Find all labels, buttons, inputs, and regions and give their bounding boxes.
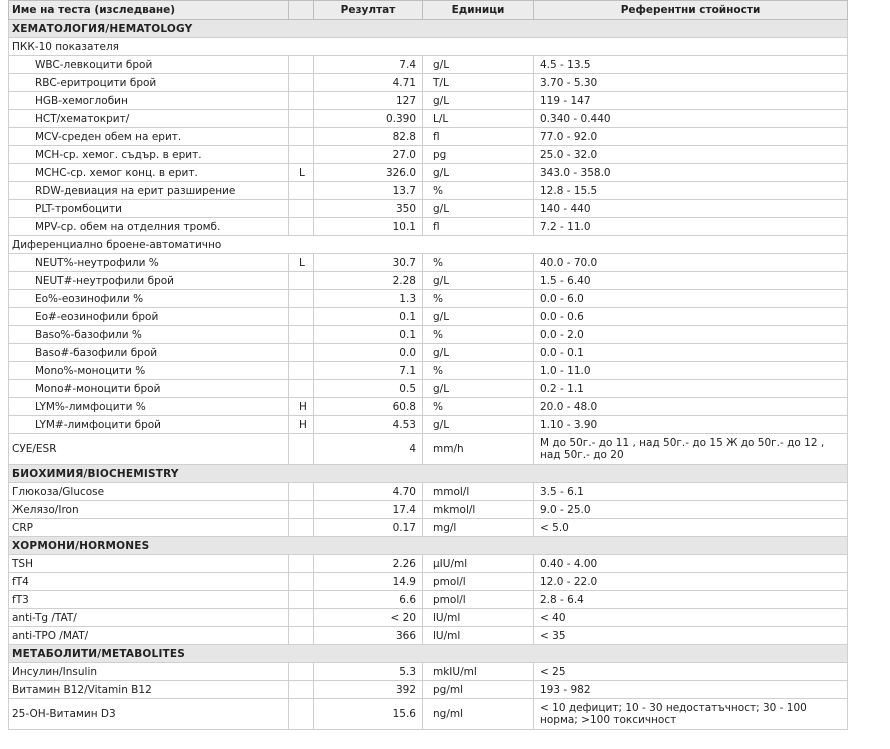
reference-range: 0.340 - 0.440 [534, 110, 848, 128]
result-value: 4.71 [314, 74, 423, 92]
table-row [9, 609, 848, 627]
result-value: 0.0 [314, 344, 423, 362]
test-name: NEUT#-неутрофили брой [9, 272, 289, 290]
reference-range: М до 50г.- до 11 , над 50г.- до 15 Ж до 50г.- до 12 , над 50г.- до 20 [534, 434, 848, 465]
column-header-units: Единици [423, 1, 534, 20]
reference-range: 0.0 - 0.1 [534, 344, 848, 362]
test-name: CRP [9, 519, 289, 537]
test-name: MCHC-ср. хемог конц. в ерит. [9, 164, 289, 182]
table-row [9, 591, 848, 609]
table-row [9, 663, 848, 681]
column-header-test-name: Име на теста (изследване) [9, 1, 289, 20]
table-row [9, 344, 848, 362]
test-name: fT4 [9, 573, 289, 591]
result-units: g/L [423, 92, 534, 110]
table-row [9, 398, 848, 416]
result-flag [289, 483, 314, 501]
result-units: mm/h [423, 434, 534, 465]
result-value: < 20 [314, 609, 423, 627]
result-value: 30.7 [314, 254, 423, 272]
reference-range: 4.5 - 13.5 [534, 56, 848, 74]
reference-range: 77.0 - 92.0 [534, 128, 848, 146]
result-flag [289, 146, 314, 164]
reference-range: 0.0 - 2.0 [534, 326, 848, 344]
test-name: RBC-еритроцити брой [9, 74, 289, 92]
test-name: MCV-среден обем на ерит. [9, 128, 289, 146]
reference-range: 1.0 - 11.0 [534, 362, 848, 380]
result-flag [289, 663, 314, 681]
result-value: 0.1 [314, 326, 423, 344]
result-units: T/L [423, 74, 534, 92]
result-flag [289, 326, 314, 344]
test-name: Eo%-еозинофили % [9, 290, 289, 308]
result-value: 10.1 [314, 218, 423, 236]
results-body [9, 20, 848, 730]
result-value: 326.0 [314, 164, 423, 182]
result-flag [289, 308, 314, 326]
subgroup-label: ПКК-10 показателя [9, 38, 848, 56]
result-units: g/L [423, 272, 534, 290]
result-value: 350 [314, 200, 423, 218]
result-units: g/L [423, 308, 534, 326]
section-header-row [9, 537, 848, 555]
result-flag [289, 200, 314, 218]
result-flag [289, 609, 314, 627]
reference-range: 7.2 - 11.0 [534, 218, 848, 236]
result-units: % [423, 182, 534, 200]
result-value: 13.7 [314, 182, 423, 200]
test-name: Инсулин/Insulin [9, 663, 289, 681]
table-row [9, 218, 848, 236]
test-name: Витамин B12/Vitamin B12 [9, 681, 289, 699]
reference-range: 12.8 - 15.5 [534, 182, 848, 200]
test-name: MPV-ср. обем на отделния тромб. [9, 218, 289, 236]
reference-range: 0.2 - 1.1 [534, 380, 848, 398]
test-name: Baso%-базофили % [9, 326, 289, 344]
test-name: Eo#-еозинофили брой [9, 308, 289, 326]
result-units: g/L [423, 344, 534, 362]
test-name: 25-OH-Витамин D3 [9, 699, 289, 730]
result-flag [289, 218, 314, 236]
result-units: g/L [423, 56, 534, 74]
result-units: µIU/ml [423, 555, 534, 573]
result-value: 82.8 [314, 128, 423, 146]
table-row [9, 290, 848, 308]
table-header-row [9, 1, 848, 20]
reference-range: 3.5 - 6.1 [534, 483, 848, 501]
reference-range: 40.0 - 70.0 [534, 254, 848, 272]
result-flag [289, 519, 314, 537]
result-flag [289, 573, 314, 591]
test-name: anti-TPO /MAT/ [9, 627, 289, 645]
result-flag: L [289, 164, 314, 182]
test-name: TSH [9, 555, 289, 573]
result-units: g/L [423, 164, 534, 182]
test-name: LYM%-лимфоцити % [9, 398, 289, 416]
result-flag [289, 344, 314, 362]
result-units: % [423, 326, 534, 344]
test-name: LYM#-лимфоцити брой [9, 416, 289, 434]
table-row [9, 501, 848, 519]
result-flag [289, 380, 314, 398]
result-flag [289, 555, 314, 573]
result-units: L/L [423, 110, 534, 128]
result-units: % [423, 290, 534, 308]
result-units: mmol/l [423, 483, 534, 501]
table-row [9, 573, 848, 591]
result-value: 0.5 [314, 380, 423, 398]
subgroup-row [9, 236, 848, 254]
result-flag [289, 182, 314, 200]
result-flag [289, 128, 314, 146]
reference-range: 9.0 - 25.0 [534, 501, 848, 519]
test-name: HCT/хематокрит/ [9, 110, 289, 128]
result-units: mkmol/l [423, 501, 534, 519]
reference-range: 140 - 440 [534, 200, 848, 218]
table-row [9, 326, 848, 344]
table-row [9, 110, 848, 128]
result-value: 0.390 [314, 110, 423, 128]
result-value: 0.17 [314, 519, 423, 537]
result-flag [289, 290, 314, 308]
table-row [9, 699, 848, 730]
test-name: PLT-тромбоцити [9, 200, 289, 218]
result-value: 392 [314, 681, 423, 699]
table-row [9, 272, 848, 290]
result-flag [289, 681, 314, 699]
table-row [9, 362, 848, 380]
test-name: Желязо/Iron [9, 501, 289, 519]
result-units: % [423, 398, 534, 416]
result-value: 4 [314, 434, 423, 465]
test-name: anti-Tg /TAT/ [9, 609, 289, 627]
result-units: fl [423, 128, 534, 146]
result-value: 27.0 [314, 146, 423, 164]
section-title: МЕТАБОЛИТИ/METABOLITES [9, 645, 848, 663]
result-value: 1.3 [314, 290, 423, 308]
section-title: БИОХИМИЯ/BIOCHEMISTRY [9, 465, 848, 483]
result-value: 7.4 [314, 56, 423, 74]
test-name: fT3 [9, 591, 289, 609]
result-value: 15.6 [314, 699, 423, 730]
result-flag [289, 92, 314, 110]
table-row [9, 555, 848, 573]
result-units: pmol/l [423, 573, 534, 591]
reference-range: 25.0 - 32.0 [534, 146, 848, 164]
column-header-reference: Референтни стойности [534, 1, 848, 20]
test-name: Глюкоза/Glucose [9, 483, 289, 501]
table-row [9, 182, 848, 200]
table-row [9, 627, 848, 645]
reference-range: 1.10 - 3.90 [534, 416, 848, 434]
test-name: Baso#-базофили брой [9, 344, 289, 362]
table-row [9, 308, 848, 326]
result-flag: H [289, 398, 314, 416]
result-flag [289, 627, 314, 645]
result-flag [289, 362, 314, 380]
section-title: ХЕМАТОЛОГИЯ/HEMATOLOGY [9, 20, 848, 38]
result-flag [289, 56, 314, 74]
subgroup-row [9, 38, 848, 56]
column-header-flag [289, 1, 314, 20]
result-units: pg/ml [423, 681, 534, 699]
table-row [9, 200, 848, 218]
reference-range: 3.70 - 5.30 [534, 74, 848, 92]
reference-range: 0.0 - 0.6 [534, 308, 848, 326]
result-value: 5.3 [314, 663, 423, 681]
table-row [9, 92, 848, 110]
result-value: 2.28 [314, 272, 423, 290]
reference-range: 0.0 - 6.0 [534, 290, 848, 308]
result-flag [289, 434, 314, 465]
test-name: WBC-левкоцити брой [9, 56, 289, 74]
result-value: 6.6 [314, 591, 423, 609]
result-units: lU/ml [423, 627, 534, 645]
result-units: pg [423, 146, 534, 164]
result-value: 127 [314, 92, 423, 110]
column-header-result: Резултат [314, 1, 423, 20]
result-flag [289, 74, 314, 92]
result-flag: H [289, 416, 314, 434]
table-row [9, 128, 848, 146]
result-value: 2.26 [314, 555, 423, 573]
reference-range: < 35 [534, 627, 848, 645]
table-row [9, 380, 848, 398]
table-row [9, 74, 848, 92]
section-header-row [9, 645, 848, 663]
section-title: ХОРМОНИ/HORMONES [9, 537, 848, 555]
result-flag [289, 272, 314, 290]
test-name: NEUT%-неутрофили % [9, 254, 289, 272]
table-row [9, 56, 848, 74]
result-units: % [423, 254, 534, 272]
test-name: MCH-ср. хемог. съдър. в ерит. [9, 146, 289, 164]
result-units: mg/l [423, 519, 534, 537]
table-row [9, 254, 848, 272]
section-header-row [9, 465, 848, 483]
reference-range: < 5.0 [534, 519, 848, 537]
section-header-row [9, 20, 848, 38]
result-value: 14.9 [314, 573, 423, 591]
result-units: lU/ml [423, 609, 534, 627]
result-value: 4.53 [314, 416, 423, 434]
test-name: HGB-хемоглобин [9, 92, 289, 110]
result-value: 60.8 [314, 398, 423, 416]
reference-range: < 40 [534, 609, 848, 627]
reference-range: < 25 [534, 663, 848, 681]
result-units: g/L [423, 416, 534, 434]
result-flag [289, 699, 314, 730]
test-name: Mono#-моноцити брой [9, 380, 289, 398]
reference-range: 1.5 - 6.40 [534, 272, 848, 290]
reference-range: 2.8 - 6.4 [534, 591, 848, 609]
result-value: 7.1 [314, 362, 423, 380]
result-flag: L [289, 254, 314, 272]
result-units: ng/ml [423, 699, 534, 730]
reference-range: < 10 дефицит; 10 - 30 недостатъчност; 30 - 100 норма; >100 токсичност [534, 699, 848, 730]
result-flag [289, 591, 314, 609]
result-units: mkIU/ml [423, 663, 534, 681]
result-flag [289, 501, 314, 519]
reference-range: 119 - 147 [534, 92, 848, 110]
table-row [9, 164, 848, 182]
table-row [9, 146, 848, 164]
table-row [9, 681, 848, 699]
result-value: 0.1 [314, 308, 423, 326]
result-value: 17.4 [314, 501, 423, 519]
table-row [9, 416, 848, 434]
table-row [9, 483, 848, 501]
reference-range: 193 - 982 [534, 681, 848, 699]
test-name: RDW-девиация на ерит разширение [9, 182, 289, 200]
table-row [9, 519, 848, 537]
reference-range: 0.40 - 4.00 [534, 555, 848, 573]
result-units: % [423, 362, 534, 380]
result-value: 4.70 [314, 483, 423, 501]
result-units: pmol/l [423, 591, 534, 609]
reference-range: 20.0 - 48.0 [534, 398, 848, 416]
test-name: Mono%-моноцити % [9, 362, 289, 380]
result-flag [289, 110, 314, 128]
reference-range: 343.0 - 358.0 [534, 164, 848, 182]
table-row [9, 434, 848, 465]
reference-range: 12.0 - 22.0 [534, 573, 848, 591]
lab-results-table [8, 0, 848, 730]
result-units: fl [423, 218, 534, 236]
result-units: g/L [423, 200, 534, 218]
test-name: СУЕ/ESR [9, 434, 289, 465]
result-units: g/L [423, 380, 534, 398]
subgroup-label: Диференциално броене-автоматично [9, 236, 848, 254]
result-value: 366 [314, 627, 423, 645]
